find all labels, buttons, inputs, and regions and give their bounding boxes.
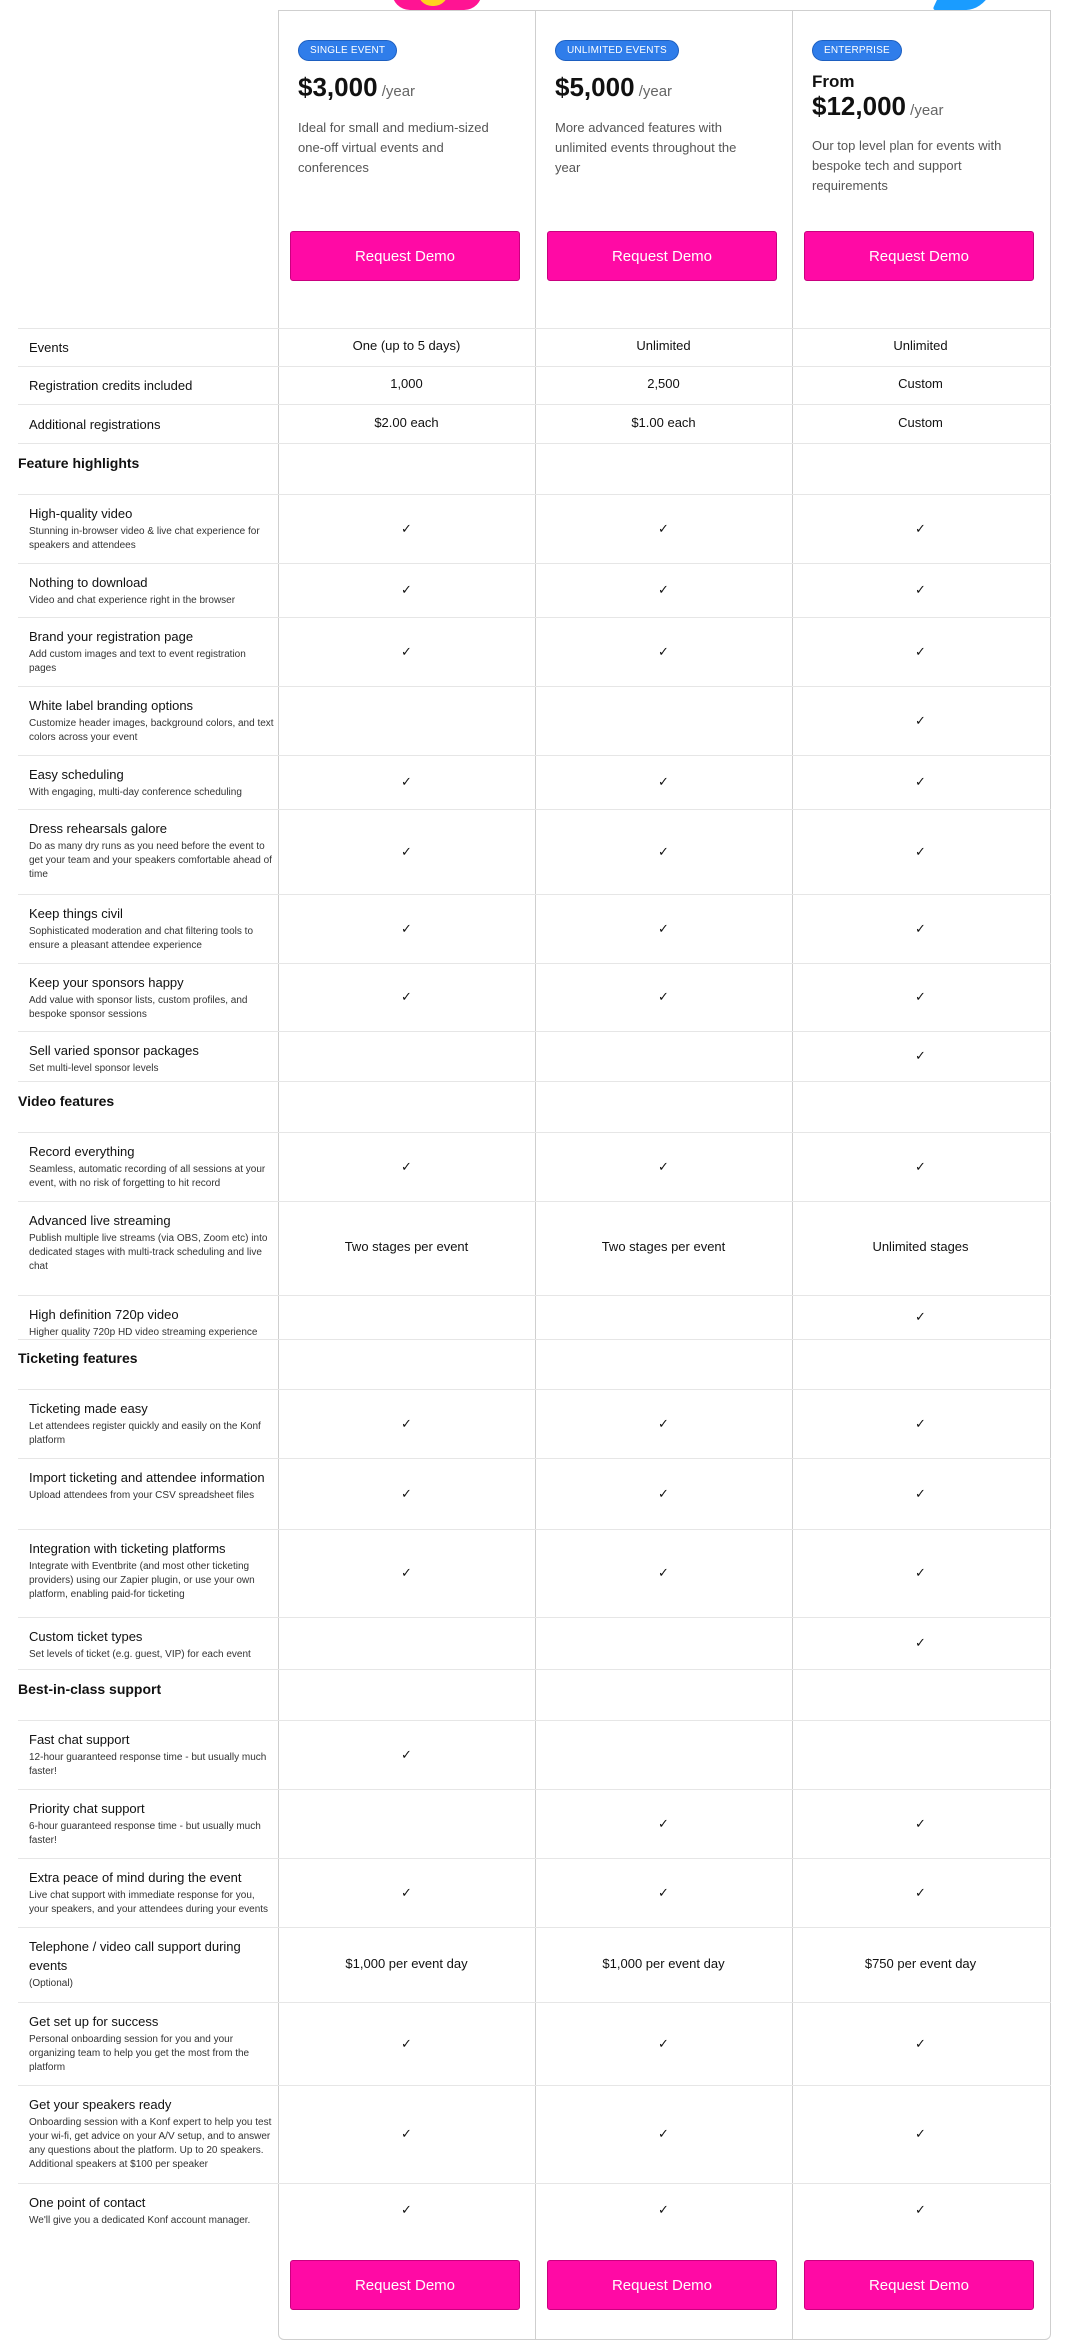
feature-title: Dress rehearsals galore [29,821,168,836]
feature-description: 6-hour guaranteed response time - but usually much faster! [29,1821,261,1846]
feature-row [18,1927,1051,2002]
feature-title: Brand your registration page [29,629,194,644]
feature-label [29,819,274,882]
plan-cell-value: $1,000 per event day [345,1955,468,1971]
check-icon: ✓ [401,1746,412,1762]
feature-description: Personal onboarding session for you and your organizing team to help you get the most from the platform [29,2034,250,2073]
feature-label [29,973,274,1022]
feature-label [29,904,274,953]
check-icon: ✓ [658,1815,669,1831]
request-demo-button[interactable]: Request Demo [290,231,520,281]
check-icon: ✓ [401,2202,412,2217]
check-icon: ✓ [915,520,926,536]
feature-description: Integrate with Eventbrite (and most other ticketing providers) using our Zapier plugin, or use your own platform, enabling paid-for ticketing [29,1561,255,1600]
check-icon: ✓ [658,1415,669,1431]
feature-label [29,1937,274,1991]
feature-label [29,1627,274,1662]
check-icon: ✓ [658,843,669,859]
check-icon: ✓ [915,1884,926,1900]
section-title: Ticketing features [18,1350,138,1366]
feature-label [29,765,274,800]
check-icon: ✓ [915,1158,926,1174]
feature-title: Easy scheduling [29,767,124,782]
check-icon: ✓ [401,774,412,789]
plan-cell-value: Unlimited [893,338,948,353]
feature-row [18,1458,1051,1529]
feature-row [18,1617,1051,1669]
feature-description: Video and chat experience right in the browser [29,595,236,606]
feature-label [29,1730,274,1779]
check-icon: ✓ [401,1565,412,1580]
section-header [18,1081,1051,1132]
plan-cell-value: Custom [898,376,943,391]
feature-description: 12-hour guaranteed response time - but usually much faster! [29,1752,267,1777]
plan-price-row [555,73,772,102]
feature-label [18,1680,263,1699]
section-title: Best-in-class support [18,1680,162,1697]
feature-row [18,809,1051,894]
feature-description: (Optional) [29,1978,73,1989]
feature-row [18,617,1051,686]
feature-row [18,1031,1051,1081]
request-demo-button[interactable]: Request Demo [547,2260,777,2310]
feature-row [18,1858,1051,1927]
feature-label [29,1041,274,1076]
feature-title: Get set up for success [29,2014,159,2029]
feature-description: Seamless, automatic recording of all sessions at your event, with no risk of forgetting to hit record [29,1164,266,1189]
check-icon: ✓ [915,1565,926,1580]
feature-title: Keep things civil [29,906,123,921]
feature-label [29,696,274,745]
check-icon: ✓ [915,643,926,659]
plan-description: Ideal for small and medium-sized one-off virtual events and conferences [298,119,489,175]
feature-row [18,1132,1051,1201]
check-icon: ✓ [658,2126,669,2141]
feature-description: Sophisticated moderation and chat filtering tools to ensure a pleasant attendee experience [29,926,254,951]
plan-cell-value: $750 per event day [864,1955,977,1971]
request-demo-button[interactable]: Request Demo [804,2260,1034,2310]
feature-row [18,755,1051,809]
check-icon: ✓ [915,1815,926,1831]
feature-label [18,454,263,473]
check-icon: ✓ [658,2035,669,2051]
check-icon: ✓ [658,520,669,536]
feature-description: With engaging, multi-day conference scheduling [29,787,242,798]
request-demo-button[interactable]: Request Demo [804,231,1034,281]
section-header [18,1669,1051,1720]
feature-title: White label branding options [29,698,194,713]
check-icon: ✓ [915,2126,926,2141]
check-icon: ✓ [915,843,926,859]
feature-row [18,328,1051,366]
plan-cell-value: $1.00 each [631,414,696,430]
check-icon: ✓ [915,712,926,728]
plan-period: /year [634,83,673,100]
feature-description: Stunning in-browser video & live chat experience for speakers and attendees [29,526,260,551]
feature-row [18,1720,1051,1789]
check-icon: ✓ [915,582,926,597]
feature-label [29,573,274,608]
feature-label [29,504,274,553]
section-title: Video features [18,1092,115,1109]
decorative-blue-shape [932,0,989,10]
feature-title: Extra peace of mind during the event [29,1870,242,1885]
plan-price: $3,000 [298,72,378,102]
feature-title: Sell varied sponsor packages [29,1043,199,1058]
feature-label [29,1399,274,1448]
feature-label [18,1349,263,1368]
feature-row [18,1529,1051,1617]
feature-title: Priority chat support [29,1801,145,1816]
check-icon: ✓ [658,1565,669,1580]
plan-description: More advanced features with unlimited events throughout the year [555,119,737,175]
plan-card-unlimited-events [535,10,792,328]
feature-description: Live chat support with immediate response for you, your speakers, and your attendees during your events [29,1890,269,1915]
plan-card-single-event [278,10,535,328]
check-icon: ✓ [658,774,669,789]
feature-title: Custom ticket types [29,1629,143,1644]
check-icon: ✓ [915,1415,926,1431]
feature-label [29,1468,274,1503]
check-icon: ✓ [915,774,926,789]
feature-title: Events [29,340,69,355]
plan-price: $12,000 [812,90,906,121]
feature-label [29,2193,274,2228]
plan-cell-value: Custom [898,414,943,430]
plan-cell-value: Unlimited [636,338,691,353]
section-title: Feature highlights [18,454,140,471]
feature-row [18,894,1051,963]
check-icon: ✓ [401,643,412,659]
plan-from-label: From [812,72,855,91]
check-icon: ✓ [401,843,412,859]
feature-row [18,2085,1051,2183]
request-demo-button[interactable]: Request Demo [290,2260,520,2310]
feature-label [29,2095,274,2172]
feature-row [18,1295,1051,1339]
check-icon: ✓ [401,2035,412,2051]
check-icon: ✓ [401,920,412,936]
feature-description: Do as many dry runs as you need before the event to get your team and your speakers comfortable ahead of time [29,841,272,880]
check-icon: ✓ [658,989,669,1004]
section-header [18,443,1051,494]
feature-label [29,1305,274,1340]
feature-title: Fast chat support [29,1732,130,1747]
plan-period: /year [905,101,944,119]
feature-description: Set levels of ticket (e.g. guest, VIP) for each event [29,1649,251,1660]
plan-price-row [298,73,515,102]
plan-cell-value: 2,500 [647,376,680,391]
check-icon: ✓ [658,2202,669,2217]
feature-label [29,1868,274,1917]
feature-row [18,1389,1051,1458]
check-icon: ✓ [915,1485,926,1501]
check-icon: ✓ [915,1635,926,1650]
plan-cell-value: Two stages per event [344,1239,469,1254]
feature-label [29,627,274,676]
plan-badge: ENTERPRISE [812,40,902,61]
feature-row [18,366,1051,404]
feature-title: Import ticketing and attendee information [29,1470,265,1485]
feature-description: Let attendees register quickly and easily on the Konf platform [29,1421,261,1446]
check-icon: ✓ [658,643,669,659]
feature-row [18,2183,1051,2237]
feature-title: Nothing to download [29,575,148,590]
feature-description: Customize header images, background colors, and text colors across your event [29,718,274,743]
feature-label [29,376,274,395]
feature-description: Add custom images and text to event registration pages [29,649,246,674]
request-demo-button[interactable]: Request Demo [547,231,777,281]
check-icon: ✓ [401,2126,412,2141]
feature-title: Ticketing made easy [29,1401,148,1416]
feature-row [18,404,1051,443]
feature-description: Onboarding session with a Konf expert to help you test your wi-fi, get advice on your A/V setup, and to answer any questions about the platform. Up to 20 speakers. Additional speakers at $100 per speaker [29,2117,272,2170]
feature-row [18,963,1051,1031]
check-icon: ✓ [915,2035,926,2051]
check-icon: ✓ [401,1415,412,1431]
feature-description: Upload attendees from your CSV spreadsheet files [29,1490,255,1501]
feature-row [18,1201,1051,1295]
feature-row [18,2002,1051,2085]
feature-label [29,1539,274,1602]
feature-title: Advanced live streaming [29,1213,171,1228]
feature-label [29,1142,274,1191]
check-icon: ✓ [915,1048,926,1063]
plan-card-enterprise [792,10,1049,328]
feature-label [29,2012,274,2075]
plan-cell-value: Two stages per event [601,1239,726,1254]
check-icon: ✓ [915,920,926,936]
feature-label [18,1092,263,1111]
check-icon: ✓ [658,1884,669,1900]
feature-row [18,686,1051,755]
feature-title: Get your speakers ready [29,2097,172,2112]
feature-label [29,1799,274,1848]
check-icon: ✓ [401,1485,412,1501]
plan-price-row [812,73,1029,120]
feature-description: Publish multiple live streams (via OBS, Zoom etc) into dedicated stages with multi-track scheduling and live chat [29,1233,268,1272]
feature-title: High-quality video [29,506,133,521]
feature-title: Keep your sponsors happy [29,975,184,990]
plan-period: /year [377,83,416,100]
check-icon: ✓ [658,920,669,936]
check-icon: ✓ [658,582,669,597]
feature-title: One point of contact [29,2195,146,2210]
plan-cell-value: Unlimited stages [872,1239,969,1254]
check-icon: ✓ [658,1158,669,1174]
feature-row [18,563,1051,617]
feature-description: We'll give you a dedicated Konf account manager. [29,2215,251,2226]
check-icon: ✓ [401,582,412,597]
feature-label [29,415,274,434]
feature-title: Registration credits included [29,378,193,393]
check-icon: ✓ [915,1309,926,1324]
feature-row [18,494,1051,563]
feature-title: Record everything [29,1144,135,1159]
plan-description: Our top level plan for events with bespoke tech and support requirements [812,138,1002,194]
check-icon: ✓ [401,520,412,536]
plan-price: $5,000 [555,72,635,102]
check-icon: ✓ [401,989,412,1004]
check-icon: ✓ [658,1485,669,1501]
feature-title: High definition 720p video [29,1307,179,1322]
plan-badge: SINGLE EVENT [298,40,397,61]
check-icon: ✓ [401,1158,412,1174]
plan-cell-value: 1,000 [390,376,423,391]
feature-description: Add value with sponsor lists, custom profiles, and bespoke sponsor sessions [29,995,248,1020]
feature-title: Telephone / video call support during events [29,1939,241,1973]
check-icon: ✓ [915,989,926,1004]
feature-row [18,1789,1051,1858]
plan-cell-value: One (up to 5 days) [352,338,461,353]
feature-title: Integration with ticketing platforms [29,1541,226,1556]
check-icon: ✓ [915,2202,926,2217]
feature-label [29,1211,274,1274]
check-icon: ✓ [401,1884,412,1900]
plan-cell-value: $2.00 each [374,414,439,430]
plan-badge: UNLIMITED EVENTS [555,40,679,61]
feature-label [29,338,274,357]
feature-description: Set multi-level sponsor levels [29,1063,159,1074]
plan-cell-value: $1,000 per event day [602,1955,725,1971]
feature-description: Higher quality 720p HD video streaming experience [29,1327,258,1338]
feature-title: Additional registrations [29,416,161,432]
section-header [18,1339,1051,1389]
